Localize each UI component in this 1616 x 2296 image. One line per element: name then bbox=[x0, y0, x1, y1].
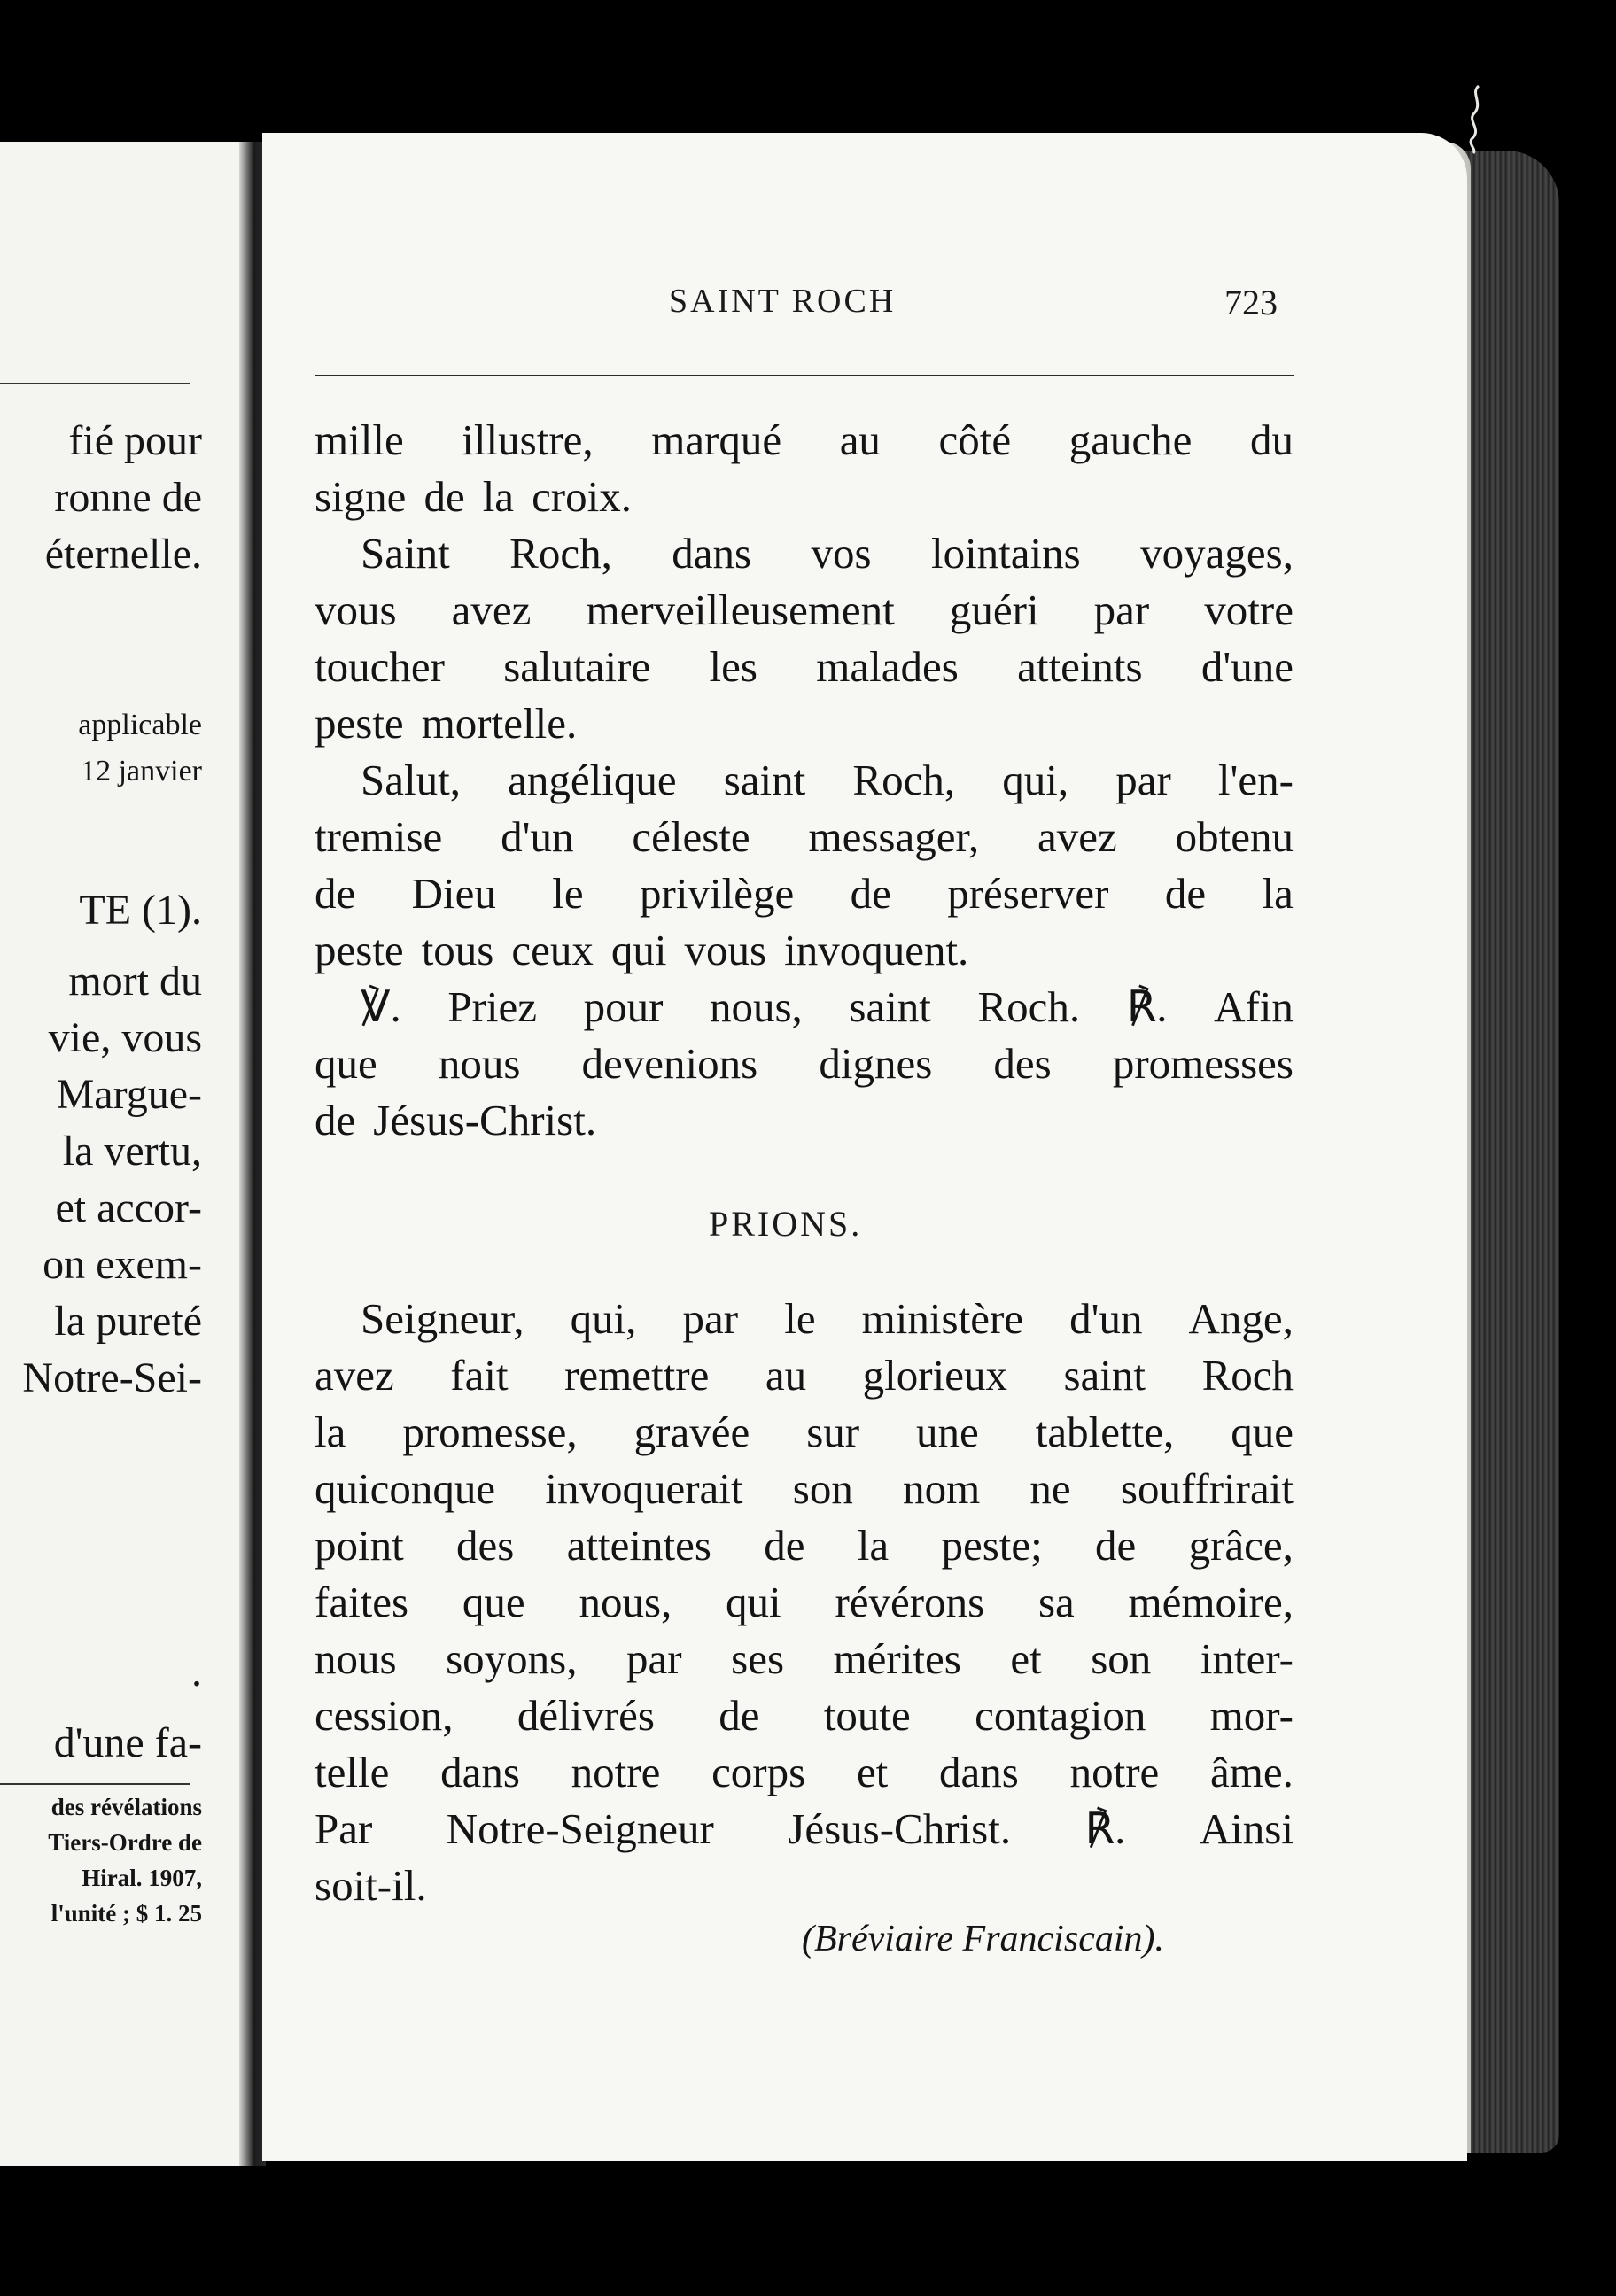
left-line: mort du bbox=[68, 958, 202, 1004]
word: dans bbox=[939, 1748, 1019, 1796]
word: Roch, bbox=[509, 529, 612, 578]
word: saint bbox=[1063, 1351, 1146, 1400]
word: qui bbox=[726, 1578, 781, 1626]
word: que bbox=[315, 1039, 377, 1088]
word: corps bbox=[711, 1748, 806, 1796]
word: par bbox=[1115, 756, 1171, 804]
word: remettre bbox=[564, 1351, 710, 1400]
word: Dieu bbox=[411, 869, 496, 918]
word: Jésus-Christ. bbox=[788, 1804, 1012, 1853]
word: toucher bbox=[315, 642, 445, 691]
word: fait bbox=[450, 1351, 509, 1400]
word: inter- bbox=[1200, 1634, 1294, 1683]
word: saint bbox=[849, 982, 931, 1031]
word: que bbox=[1231, 1408, 1294, 1456]
footnote-line: l'unité ; $ 1. 25 bbox=[50, 1900, 202, 1927]
word: Saint bbox=[361, 529, 450, 578]
word: promesses bbox=[1112, 1039, 1294, 1088]
prayer-line bbox=[315, 1463, 1294, 1520]
word: quiconque bbox=[315, 1464, 496, 1513]
word: sur bbox=[806, 1408, 860, 1456]
word: grâce, bbox=[1188, 1521, 1294, 1570]
left-line: vie, vous bbox=[48, 1014, 202, 1061]
header-rule bbox=[315, 375, 1294, 376]
word: Roch. bbox=[977, 982, 1081, 1031]
prayer-line bbox=[315, 1860, 1294, 1917]
left-line: et accor- bbox=[55, 1184, 202, 1231]
word: Jésus-Christ. bbox=[373, 1096, 597, 1144]
word: des bbox=[456, 1521, 515, 1570]
word: tablette, bbox=[1035, 1408, 1175, 1456]
word: mérites bbox=[833, 1634, 961, 1683]
word: de bbox=[1095, 1521, 1137, 1570]
word: Ainsi bbox=[1199, 1804, 1294, 1853]
word: glorieux bbox=[862, 1351, 1007, 1400]
prayer-line bbox=[315, 1577, 1294, 1633]
word: pour bbox=[583, 982, 664, 1031]
word: avez bbox=[451, 586, 532, 634]
word: soit-il. bbox=[315, 1861, 427, 1910]
body-line bbox=[315, 981, 1294, 1038]
footnote-line: Tiers-Ordre de bbox=[48, 1829, 202, 1856]
source-citation: (Bréviaire Franciscain). bbox=[802, 1919, 1164, 1959]
word: gravée bbox=[633, 1408, 750, 1456]
word: que bbox=[462, 1578, 525, 1626]
section-heading: PRIONS. bbox=[709, 1204, 863, 1244]
body-line bbox=[315, 1038, 1294, 1095]
word: avez bbox=[1037, 812, 1117, 861]
left-line: éternelle. bbox=[44, 531, 202, 578]
word: de bbox=[315, 869, 356, 918]
word: ceux bbox=[511, 926, 594, 974]
word: d'une bbox=[1200, 642, 1294, 691]
word: Roch, bbox=[852, 756, 956, 804]
word: Ange, bbox=[1188, 1294, 1294, 1343]
word: de bbox=[719, 1691, 760, 1740]
word: de bbox=[764, 1521, 805, 1570]
word: ℟. bbox=[1126, 982, 1168, 1031]
word: invoquerait bbox=[545, 1464, 743, 1513]
word: mille bbox=[315, 415, 404, 464]
word: au bbox=[765, 1351, 807, 1400]
word: Priez bbox=[447, 982, 538, 1031]
word: faites bbox=[315, 1578, 409, 1626]
left-line: la vertu, bbox=[62, 1128, 202, 1175]
word: devenions bbox=[581, 1039, 758, 1088]
word: côté bbox=[938, 415, 1012, 464]
word: obtenu bbox=[1175, 812, 1294, 861]
word: ses bbox=[731, 1634, 785, 1683]
body-line bbox=[315, 698, 1294, 755]
word: et bbox=[856, 1748, 889, 1796]
word: souffrirait bbox=[1120, 1464, 1294, 1513]
left-line: . bbox=[191, 1648, 202, 1695]
word: mémoire, bbox=[1128, 1578, 1294, 1626]
word: telle bbox=[315, 1748, 390, 1796]
word: la bbox=[315, 1408, 346, 1456]
word: nom bbox=[903, 1464, 981, 1513]
word: de bbox=[850, 869, 891, 918]
word: Seigneur, bbox=[361, 1294, 524, 1343]
word: céleste bbox=[632, 812, 750, 861]
prayer-line bbox=[315, 1520, 1294, 1577]
prayer-line bbox=[315, 1803, 1294, 1860]
word: nous bbox=[315, 1634, 397, 1683]
body-line bbox=[315, 755, 1294, 811]
word: toute bbox=[823, 1691, 911, 1740]
word: malades bbox=[816, 642, 959, 691]
left-line: applicable bbox=[78, 709, 202, 741]
footnote-line: Hiral. 1907, bbox=[82, 1865, 202, 1891]
word: Notre-Seigneur bbox=[446, 1804, 714, 1853]
word: qui, bbox=[570, 1294, 637, 1343]
left-line: ronne de bbox=[54, 474, 202, 521]
word: dans bbox=[440, 1748, 520, 1796]
word: avez bbox=[315, 1351, 394, 1400]
word: marqué bbox=[651, 415, 782, 464]
body-line bbox=[315, 925, 1294, 981]
word: mortelle. bbox=[421, 699, 578, 748]
word: mor- bbox=[1209, 1691, 1294, 1740]
word: sa bbox=[1037, 1578, 1075, 1626]
word: révérons bbox=[835, 1578, 985, 1626]
word: au bbox=[839, 415, 881, 464]
word: dans bbox=[672, 529, 752, 578]
word: soyons, bbox=[446, 1634, 578, 1683]
word: une bbox=[916, 1408, 979, 1456]
footnote-line: des révélations bbox=[50, 1794, 202, 1820]
word: nous, bbox=[709, 982, 803, 1031]
word: voyages, bbox=[1140, 529, 1294, 578]
word: préserver bbox=[947, 869, 1109, 918]
body-line bbox=[315, 528, 1294, 585]
word: nous bbox=[438, 1039, 521, 1088]
word: la bbox=[857, 1521, 890, 1570]
word: de bbox=[315, 1096, 356, 1144]
page-tab-mark bbox=[1466, 84, 1486, 155]
word: son bbox=[792, 1464, 853, 1513]
left-line: Margue- bbox=[56, 1071, 202, 1118]
word: ℟. bbox=[1084, 1804, 1126, 1853]
word: lointains bbox=[930, 529, 1081, 578]
word: signe bbox=[315, 472, 407, 521]
word: saint bbox=[723, 756, 806, 804]
word: vous bbox=[684, 926, 767, 974]
word: son bbox=[1091, 1634, 1152, 1683]
running-head: SAINT ROCH bbox=[669, 283, 897, 320]
word: et bbox=[1010, 1634, 1042, 1683]
word: les bbox=[709, 642, 758, 691]
word: de bbox=[1164, 869, 1207, 918]
word: par bbox=[1093, 586, 1150, 634]
word: tous bbox=[421, 926, 494, 974]
left-line: Notre-Sei- bbox=[22, 1354, 202, 1401]
word: tremise bbox=[315, 812, 443, 861]
prayer-line bbox=[315, 1407, 1294, 1463]
word: notre bbox=[1069, 1748, 1160, 1796]
prayer-line bbox=[315, 1747, 1294, 1803]
word: le bbox=[552, 869, 584, 918]
word: Afin bbox=[1214, 982, 1294, 1031]
word: l'en- bbox=[1217, 756, 1294, 804]
word: croix. bbox=[532, 472, 632, 521]
word: délivrés bbox=[517, 1691, 655, 1740]
word: vous bbox=[315, 586, 397, 634]
word: qui, bbox=[1002, 756, 1069, 804]
body-line bbox=[315, 868, 1294, 925]
prayer-line bbox=[315, 1350, 1294, 1407]
body-line bbox=[315, 811, 1294, 868]
word: promesse, bbox=[402, 1408, 578, 1456]
left-line: 12 janvier bbox=[81, 755, 202, 787]
word: gauche bbox=[1068, 415, 1193, 464]
body-line bbox=[315, 585, 1294, 641]
word: des bbox=[993, 1039, 1052, 1088]
left-line: TE (1). bbox=[79, 887, 202, 934]
word: Salut, bbox=[361, 756, 461, 804]
word: merveilleusement bbox=[586, 586, 895, 634]
word: ministère bbox=[861, 1294, 1024, 1343]
word: privilège bbox=[640, 869, 795, 918]
word: âme. bbox=[1210, 1748, 1294, 1796]
word: ne bbox=[1029, 1464, 1071, 1513]
body-line bbox=[315, 415, 1294, 471]
word: vos bbox=[811, 529, 872, 578]
left-line: fié pour bbox=[68, 417, 202, 464]
word: notre bbox=[571, 1748, 661, 1796]
footnote-rule bbox=[0, 1783, 190, 1785]
word: point bbox=[315, 1521, 404, 1570]
word: peste bbox=[315, 699, 404, 748]
prayer-line bbox=[315, 1633, 1294, 1690]
word: dignes bbox=[819, 1039, 933, 1088]
left-line: la pureté bbox=[54, 1298, 202, 1345]
word: ℣. bbox=[361, 982, 401, 1031]
word: votre bbox=[1204, 586, 1294, 634]
word: peste bbox=[315, 926, 404, 974]
word: peste; bbox=[941, 1521, 1043, 1570]
word: Par bbox=[315, 1804, 373, 1853]
page-number: 723 bbox=[1224, 283, 1278, 322]
prayer-line bbox=[315, 1690, 1294, 1747]
word: salutaire bbox=[503, 642, 651, 691]
word: contagion bbox=[975, 1691, 1146, 1740]
word: atteintes bbox=[566, 1521, 711, 1570]
left-header-rule bbox=[0, 383, 190, 384]
word: angélique bbox=[508, 756, 677, 804]
word: qui bbox=[610, 926, 667, 974]
word: guéri bbox=[949, 586, 1039, 634]
word: la bbox=[1262, 869, 1294, 918]
body-line bbox=[315, 1095, 1294, 1152]
word: messager, bbox=[808, 812, 980, 861]
word: par bbox=[626, 1634, 682, 1683]
prayer-line bbox=[315, 1293, 1294, 1350]
word: invoquent. bbox=[784, 926, 969, 974]
left-line: on exem- bbox=[43, 1241, 202, 1288]
body-line bbox=[315, 471, 1294, 528]
word: d'un bbox=[1069, 1294, 1143, 1343]
word: la bbox=[482, 472, 515, 521]
word: Roch bbox=[1201, 1351, 1294, 1400]
left-line: d'une fa- bbox=[53, 1719, 202, 1766]
word: atteints bbox=[1017, 642, 1143, 691]
word: cession, bbox=[315, 1691, 454, 1740]
left-page bbox=[0, 142, 239, 2166]
word: de bbox=[423, 472, 465, 521]
word: du bbox=[1250, 415, 1294, 464]
word: d'un bbox=[501, 812, 574, 861]
word: illustre, bbox=[462, 415, 594, 464]
word: nous, bbox=[579, 1578, 672, 1626]
body-line bbox=[315, 641, 1294, 698]
word: par bbox=[682, 1294, 739, 1343]
word: le bbox=[784, 1294, 816, 1343]
